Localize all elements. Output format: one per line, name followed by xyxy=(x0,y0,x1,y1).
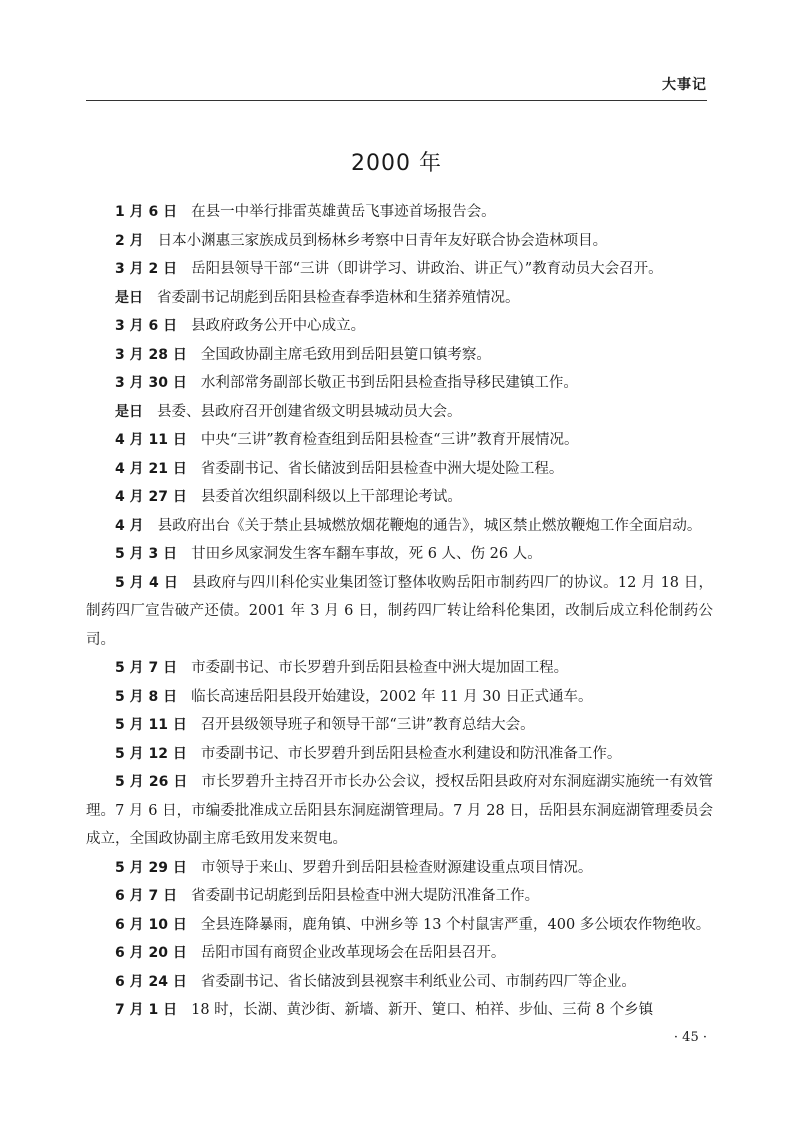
chronicle-entry xyxy=(86,198,713,227)
chronicle-entry xyxy=(86,369,713,398)
entry-date: 是日 xyxy=(115,289,143,306)
chronicle-entry xyxy=(86,398,713,427)
entry-text: 省委副书记、省长储波到岳阳县检查中洲大堤处险工程。 xyxy=(200,460,564,477)
chronicle-entry xyxy=(86,740,713,769)
chronicle-entry xyxy=(86,683,713,712)
entry-date: 5 月 12 日 xyxy=(115,745,187,762)
entry-text: 市领导于来山、罗碧升到岳阳县检查财源建设重点项目情况。 xyxy=(200,859,593,876)
entry-date: 5 月 3 日 xyxy=(115,546,178,562)
entry-date: 是日 xyxy=(115,403,143,420)
entry-date: 6 月 24 日 xyxy=(115,973,187,990)
entry-text: 全县连降暴雨，鹿角镇、中洲乡等 13 个村鼠害严重，400 多公顷农作物绝收。 xyxy=(200,916,711,933)
entry-date: 4 月 11 日 xyxy=(115,432,187,448)
entry-date: 1 月 6 日 xyxy=(115,204,178,220)
chronicle-entry xyxy=(86,654,713,683)
entry-text: 18 时，长湖、黄沙街、新墙、新开、筻口、柏祥、步仙、三荷 8 个乡镇 xyxy=(191,1002,654,1018)
entry-date: 2 月 xyxy=(115,232,144,249)
header-rule xyxy=(86,100,707,101)
entry-date: 6 月 20 日 xyxy=(115,945,187,961)
entry-text: 岳阳市国有商贸企业改革现场会在岳阳县召开。 xyxy=(200,945,506,961)
entry-text: 县政府政务公开中心成立。 xyxy=(191,318,366,334)
entry-text: 市委副书记、市长罗碧升到岳阳县检查水利建设和防汛准备工作。 xyxy=(200,745,622,762)
entry-date: 5 月 8 日 xyxy=(115,688,178,705)
entry-date: 5 月 29 日 xyxy=(115,859,187,876)
entry-date: 5 月 4 日 xyxy=(115,574,179,591)
entry-text: 县委首次组织副科级以上干部理论考试。 xyxy=(200,489,462,505)
chronicle-entry xyxy=(86,512,713,541)
entry-text: 市委副书记、市长罗碧升到岳阳县检查中洲大堤加固工程。 xyxy=(191,660,569,676)
page-title: 2000 年 xyxy=(351,151,442,176)
entry-date: 7 月 1 日 xyxy=(115,1002,178,1018)
entry-text: 临长高速岳阳县段开始建设，2002 年 11 月 30 日正式通车。 xyxy=(191,688,593,705)
entry-text: 省委副书记胡彪到岳阳县检查春季造林和生猪养殖情况。 xyxy=(157,289,520,306)
page-number: · 45 · xyxy=(673,1030,707,1045)
entry-date: 3 月 2 日 xyxy=(115,261,178,277)
chronicle-entry xyxy=(86,455,713,484)
entry-text: 县政府与四川科伦实业集团签订整体收购岳阳市制药四厂的协议。12 月 18 日，制药四厂宣告破产还债。2001 年 3 月 6 日，制药四厂转让给科伦集团，改制后成立科伦制药公司。 xyxy=(86,574,713,648)
entry-text: 中央“三讲”教育检查组到岳阳县检查“三讲”教育开展情况。 xyxy=(200,432,579,448)
entry-text: 省委副书记、省长储波到县视察丰利纸业公司、市制药四厂等企业。 xyxy=(200,973,636,990)
entry-text: 县委、县政府召开创建省级文明县城动员大会。 xyxy=(157,403,462,420)
chronicle-entry xyxy=(86,227,713,256)
chronicle-entries xyxy=(86,198,713,1025)
entry-text: 市长罗碧升主持召开市长办公会议，授权岳阳县政府对东洞庭湖实施统一有效管理。7 月 6 日，市编委批准成立岳阳县东洞庭湖管理局。7 月 28 日，岳阳县东洞庭湖管理委员会成立，全国政协副主席毛致用发来贺电。 xyxy=(86,774,713,847)
entry-date: 3 月 28 日 xyxy=(115,346,187,363)
entry-date: 5 月 11 日 xyxy=(115,717,187,733)
chronicle-entry xyxy=(86,711,713,740)
chronicle-entry xyxy=(86,312,713,341)
chronicle-entry xyxy=(86,540,713,569)
entry-date: 6 月 7 日 xyxy=(115,888,178,904)
entry-date: 5 月 26 日 xyxy=(115,774,188,790)
entry-text: 全国政协副主席毛致用到岳阳县筻口镇考察。 xyxy=(200,346,491,363)
chronicle-entry xyxy=(86,911,713,940)
chronicle-entry xyxy=(86,968,713,997)
running-header: 大事记 xyxy=(662,77,707,93)
chronicle-entry xyxy=(86,768,713,854)
entry-text: 日本小渊惠三家族成员到杨林乡考察中日青年友好联合协会造林项目。 xyxy=(157,232,608,249)
entry-text: 岳阳县领导干部“三讲（即讲学习、讲政治、讲正气）”教育动员大会召开。 xyxy=(191,261,663,277)
chronicle-entry xyxy=(86,341,713,370)
entry-text: 甘田乡凤家洞发生客车翻车事故，死 6 人、伤 26 人。 xyxy=(191,546,542,562)
entry-text: 省委副书记胡彪到岳阳县检查中洲大堤防汛准备工作。 xyxy=(191,888,540,904)
entry-date: 4 月 21 日 xyxy=(115,460,187,477)
entry-date: 3 月 6 日 xyxy=(115,318,178,334)
entry-date: 4 月 xyxy=(115,517,144,534)
chronicle-entry xyxy=(86,426,713,455)
chronicle-entry xyxy=(86,284,713,313)
chronicle-entry xyxy=(86,939,713,968)
chronicle-entry xyxy=(86,255,713,284)
chronicle-entry xyxy=(86,996,713,1025)
entry-text: 县政府出台《关于禁止县城燃放烟花鞭炮的通告》，城区禁止燃放鞭炮工作全面启动。 xyxy=(157,517,702,534)
entry-text: 在县一中举行排雷英雄黄岳飞事迹首场报告会。 xyxy=(191,204,496,220)
chronicle-entry xyxy=(86,854,713,883)
entry-date: 3 月 30 日 xyxy=(115,375,187,391)
entry-date: 6 月 10 日 xyxy=(115,916,187,933)
entry-text: 召开县级领导班子和领导干部“三讲”教育总结大会。 xyxy=(200,717,535,733)
chronicle-entry xyxy=(86,483,713,512)
entry-date: 5 月 7 日 xyxy=(115,660,178,676)
entry-text: 水利部常务副部长敬正书到岳阳县检查指导移民建镇工作。 xyxy=(200,375,578,391)
chronicle-entry xyxy=(86,569,713,655)
chronicle-entry xyxy=(86,882,713,911)
entry-date: 4 月 27 日 xyxy=(115,489,187,505)
